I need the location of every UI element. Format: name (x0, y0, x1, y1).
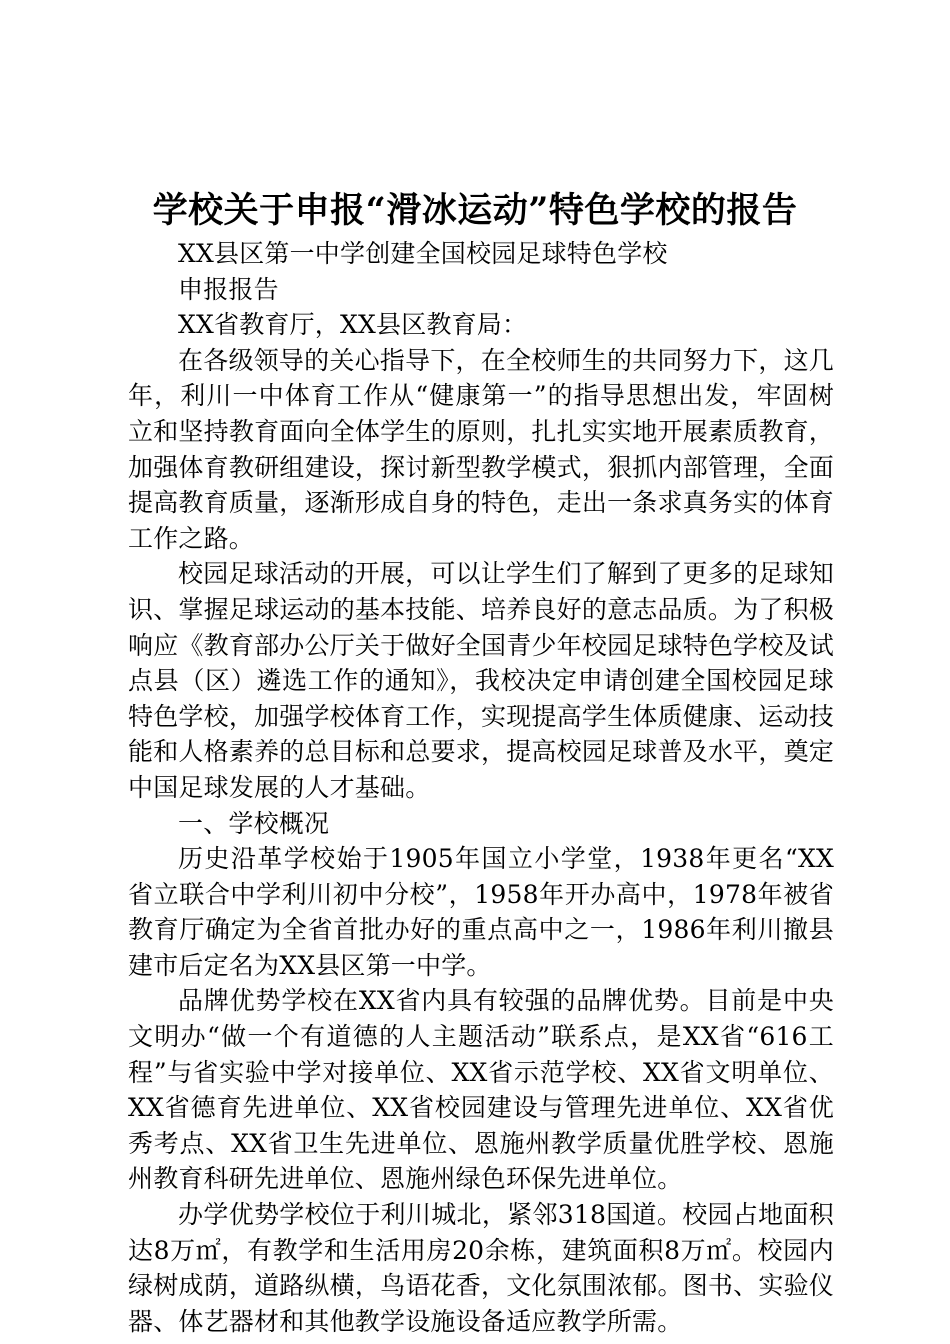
paragraph: 办学优势学校位于利川城北，紧邻318国道。校园占地面积达8万㎡，有教学和生活用房20余栋，建筑面积8万㎡。校园内绿树成荫，道路纵横，鸟语花香，文化氛围浓郁。图书、实验仪器、体艺器材和其他教学设施设备适应教学所需。 (128, 1200, 834, 1336)
section-heading: 一、学校概况 (178, 808, 330, 838)
salutation-line: XX省教育厅，XX县区教育局： (178, 310, 528, 340)
document-body (128, 236, 834, 1339)
paragraph: 校园足球活动的开展，可以让学生们了解到了更多的足球知识、掌握足球运动的基本技能、培养良好的意志品质。为了积极响应《教育部办公厅关于做好全国青少年校园足球特色学校及试点县（区）遴选工作的通知》，我校决定申请创建全国校园足球特色学校，加强学校体育工作，实现提高学生体质健康、运动技能和人格素养的总目标和总要求，提高校园足球普及水平，奠定中国足球发展的人才基础。 (128, 559, 834, 802)
document-title: 学校关于申报“滑冰运动”特色学校的报告 (152, 190, 798, 231)
subtitle-line: XX县区第一中学创建全国校园足球特色学校 (178, 239, 668, 268)
paragraph: 历史沿革学校始于1905年国立小学堂，1938年更名“XX省立联合中学利川初中分校”，1958年开办高中，1978年被省教育厅确定为全省首批办好的重点高中之一，1986年利川撤县建市后定名为XX县区第一中学。 (128, 844, 834, 980)
subtitle-line: 申报报告 (178, 274, 279, 304)
paragraph: 在各级领导的关心指导下，在全校师生的共同努力下，这几年，利川一中体育工作从“健康第一”的指导思想出发，牢固树立和坚持教育面向全体学生的原则，扎扎实实地开展素质教育，加强体育教研组建设，探讨新型教学模式，狠抓内部管理，全面提高教育质量，逐渐形成自身的特色，走出一条求真务实的体育工作之路。 (128, 345, 834, 553)
paragraph: 品牌优势学校在XX省内具有较强的品牌优势。目前是中央文明办“做一个有道德的人主题活动”联系点，是XX省“616工程”与省实验中学对接单位、XX省示范学校、XX省文明单位、XX省德育先进单位、XX省校园建设与管理先进单位、XX省优秀考点、XX省卫生先进单位、恩施州教学质量优胜学校、恩施州教育科研先进单位、恩施州绿色环保先进单位。 (128, 986, 834, 1194)
